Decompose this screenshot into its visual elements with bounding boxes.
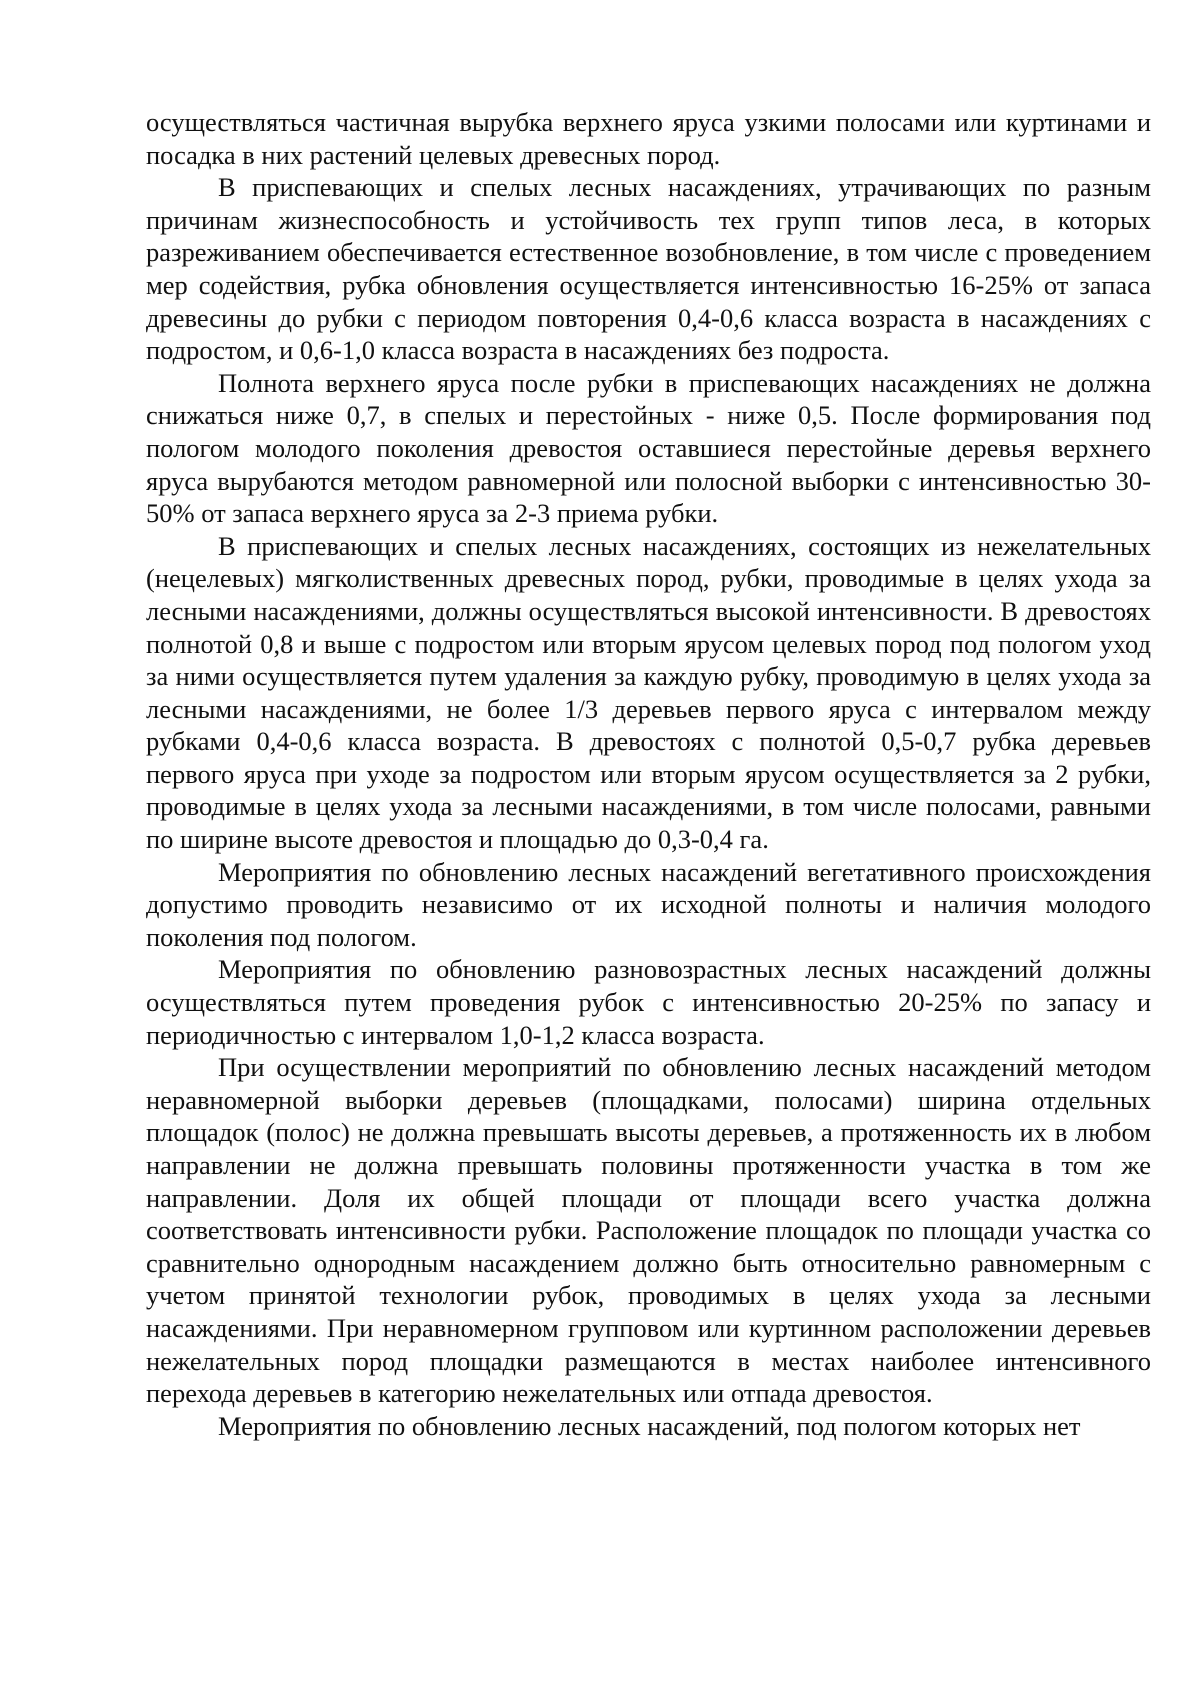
paragraph-continuation: осуществляться частичная вырубка верхнего яруса узкими полосами или куртинами и посадка в них растений целевых древесных пород. (146, 107, 1151, 170)
paragraph-softwood-stands: В приспевающих и спелых лесных насаждениях, состоящих из нежелательных (нецелевых) мягколиственных древесных пород, рубки, проводимые в целях ухода за лесными насаждениями, должны осуществляться высокой интенсивности. В древостоях полнотой 0,8 и выше с подростом или вторым ярусом целевых пород под пологом уход за ними осуществляется путем удаления за каждую рубку, проводимую в целях ухода за лесными насаждениями, не более 1/3 деревьев первого яруса с интервалом между рубками 0,4-0,6 класса возраста. В древостоях с полнотой 0,5-0,7 рубка деревьев первого яруса при уходе за подростом или вторым ярусом осуществляется за 2 рубки, проводимые в целях ухода за лесными насаждениями, в том числе полосами, равными по ширине высоте древостоя и площадью до 0,3-0,4 га. (146, 530, 1151, 855)
paragraph-uneven-aged-stands: Мероприятия по обновлению разновозрастных лесных насаждений должны осуществляться путем проведения рубок с интенсивностью 20-25% по запасу и периодичностью с интервалом 1,0-1,2 класса возраста. (146, 954, 1151, 1050)
paragraph-last-line: Мероприятия по обновлению лесных насаждений, под пологом которых нет (218, 1410, 1081, 1441)
paragraph-uneven-selection: При осуществлении мероприятий по обновлению лесных насаждений методом неравномерной выборки деревьев (площадками, полосами) ширина отдельных площадок (полос) не должна превышать высоты деревьев, а протяженность их в любом направлении не должна превышать половины протяженности участка в том же направлении. Доля их общей площади от площади всего участка должна соответствовать интенсивности рубки. Расположение площадок по площади участка со сравнительно однородным насаждением должно быть относительно равномерным с учетом принятой технологии рубок, проводимых в целях ухода за лесными насаждениями. При неравномерном групповом или куртинном расположении деревьев нежелательных пород площадки размещаются в местах наиболее интенсивного перехода деревьев в категорию нежелательных или отпада древостоя. (146, 1052, 1151, 1409)
paragraph-vegetative-origin: Мероприятия по обновлению лесных насаждений вегетативного происхождения допустимо проводить независимо от их исходной полноты и наличия молодого поколения под пологом. (146, 856, 1151, 952)
paragraph-renewal-intensity: В приспевающих и спелых лесных насаждениях, утрачивающих по разным причинам жизнеспособность и устойчивость тех групп типов леса, в которых разреживанием обеспечивается естественное возобновление, в том числе с проведением мер содействия, рубка обновления осуществляется интенсивностью 16-25% от запаса древесины до рубки с периодом повторения 0,4-0,6 класса возраста в насаждениях с подростом, и 0,6-1,0 класса возраста в насаждениях без подроста. (146, 172, 1151, 366)
document-page (146, 106, 1151, 1442)
paragraph-upper-tier-density: Полнота верхнего яруса после рубки в приспевающих насаждениях не должна снижаться ниже 0,7, в спелых и перестойных - ниже 0,5. После формирования под пологом молодого поколения древостоя оставшиеся перестойные деревья верхнего яруса вырубаются методом равномерной или полосной выборки с интенсивностью 30-50% от запаса верхнего яруса за 2-3 приема рубки. (146, 367, 1151, 529)
